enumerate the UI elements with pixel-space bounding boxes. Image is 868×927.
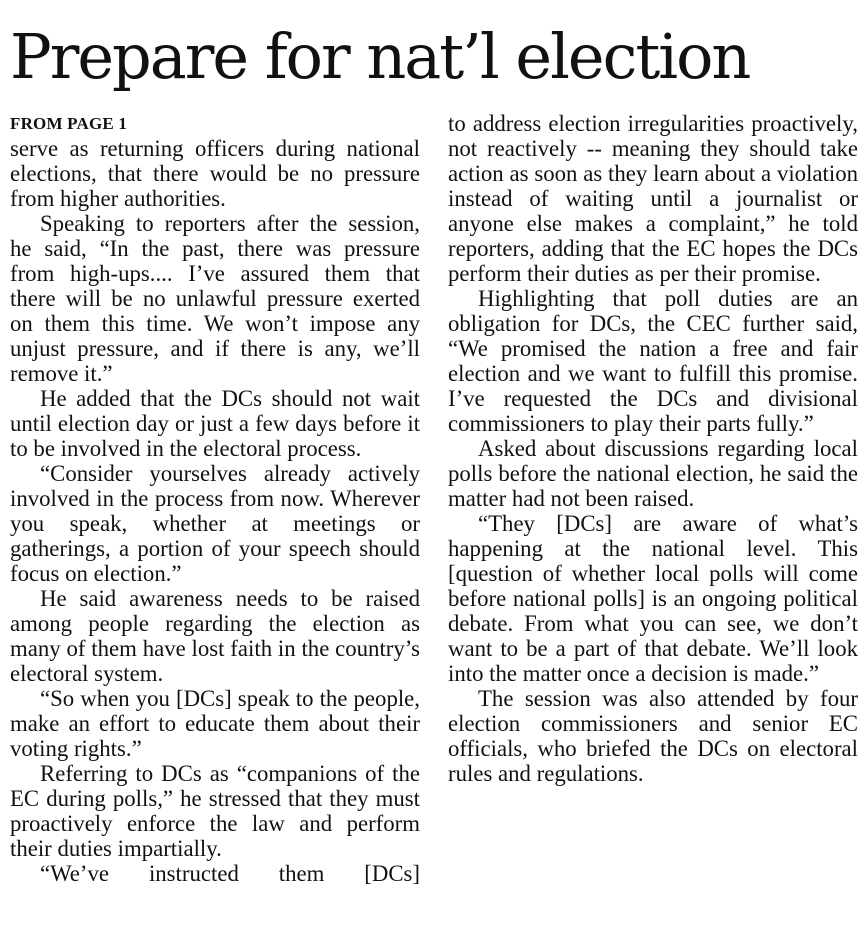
article-column-right (448, 111, 858, 786)
kicker-from-page-1: FROM PAGE 1 (10, 114, 128, 133)
paragraph: “Consider yourselves already actively involved in the process from now. Wherever you speak, whether at meetings or gatherings, a portion of your speech should focus on election.” (10, 461, 420, 586)
paragraph-continued: “We’ve instructed them [DCs] (40, 861, 420, 886)
paragraph: Highlighting that poll duties are an obligation for DCs, the CEC further said, “We promised the nation a free and fair election and we want to fulfill this promise. I’ve requested the DCs and divisional commissioners to play their parts fully.” (448, 286, 858, 436)
paragraph: He said awareness needs to be raised among people regarding the election as many of them have lost faith in the country’s electoral system. (10, 586, 420, 686)
paragraph: Asked about discussions regarding local polls before the national election, he said the matter had not been raised. (448, 436, 858, 511)
paragraph-continuation: to address election irregularities proactively, not reactively -- meaning they should take action as soon as they learn about a violation instead of waiting until a journalist or anyone else makes a complaint,” he told reporters, adding that the EC hopes the DCs perform their duties as per their promise. (448, 111, 858, 286)
paragraph: Speaking to reporters after the session, he said, “In the past, there was pressure from high-ups.... I’ve assured them that there will be no unlawful pressure exerted on them this time. We won’t impose any unjust pressure, and if there is any, we’ll remove it.” (10, 211, 420, 386)
paragraph: The session was also attended by four election commissioners and senior EC officials, who briefed the DCs on electoral rules and regulations. (448, 686, 858, 786)
article-column-left (10, 111, 420, 886)
paragraph: serve as returning officers during national elections, that there would be no pressure from higher authorities. (10, 136, 420, 211)
paragraph: Referring to DCs as “companions of the EC during polls,” he stressed that they must proactively enforce the law and perform their duties impartially. (10, 761, 420, 861)
paragraph: “So when you [DCs] speak to the people, make an effort to educate them about their voting rights.” (10, 686, 420, 761)
headline: Prepare for nat’l election (10, 20, 750, 93)
paragraph: He added that the DCs should not wait until election day or just a few days before it to be involved in the electoral process. (10, 386, 420, 461)
paragraph: “They [DCs] are aware of what’s happening at the national level. This [question of whether local polls will come before national polls] is an ongoing political debate. From what you can see, we don’t want to be a part of that debate. We’ll look into the matter once a decision is made.” (448, 511, 858, 686)
